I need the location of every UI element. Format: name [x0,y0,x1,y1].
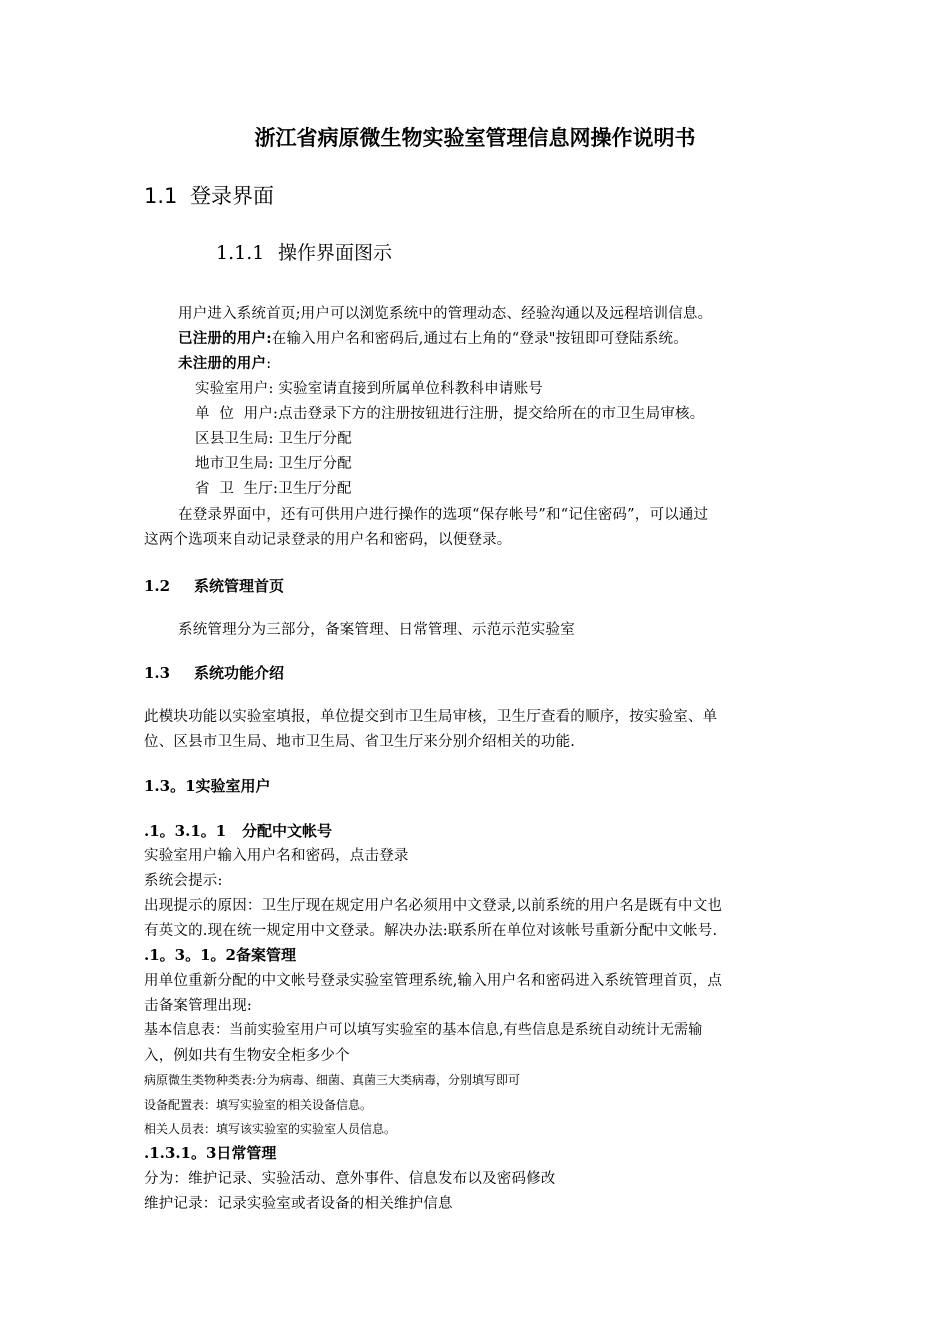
registered-text: 在输入用户名和密码后,通过右上角的“登录"按钮即可登陆系统。 [271,331,688,347]
paragraph-beian-line1: 用单位重新分配的中文帐号登录实验室管理系统,输入用户名和密码进入系统管理首页，点 [144,973,723,989]
paragraph-intro: 用户进入系统首页;用户可以浏览系统中的管理动态、经验沟通以及远程培训信息。 [178,306,713,322]
heading-text: 系统管理首页 [194,577,285,595]
paragraph-pathogen-table: 病原微生类物种类表:分为病毒、细菌、真菌三大类病毒，分别填写即可 [144,1073,521,1087]
heading-1-2 [144,575,284,596]
paragraph-staff-table: 相关人员表：填写该实验室的实验室人员信息。 [144,1122,397,1136]
unregistered-label: 未注册的用户 [178,355,267,372]
paragraph-basic-info-line1: 基本信息表：当前实验室用户可以填写实验室的基本信息,有些信息是系统自动统计无需输 [144,1022,703,1038]
paragraph-options-line1: 在登录界面中，还有可供用户进行操作的选项“保存帐号”和“记住密码”，可以通过 [178,507,709,523]
unregistered-colon: : [266,356,272,372]
paragraph-system: 系统管理分为三部分，备案管理、日常管理、示范示范实验室 [178,622,575,638]
unregistered-item: 单 位 用户:点击登录下方的注册按钮进行注册，提交给所在的市卫生局审核。 [195,406,705,422]
unregistered-item: 实验室用户: 实验室请直接到所属单位科教科申请账号 [195,381,543,397]
heading-number: .1。3.1。1 [144,822,227,840]
heading-text: 登录界面 [190,184,274,208]
unregistered-item: 省 卫 生厅:卫生厅分配 [195,481,352,497]
registered-label: 已注册的用户: [178,330,272,347]
heading-1-1 [144,180,274,210]
paragraph-equipment-table: 设备配置表：填写实验室的相关设备信息。 [144,1098,373,1112]
heading-1-1-1 [216,238,392,265]
paragraph-daily: 分为：维护记录、实验活动、意外事件、信息发布以及密码修改 [144,1171,556,1187]
paragraph-beian-line2: 击备案管理出现: [144,998,252,1014]
heading-number: 1.2 [144,577,171,595]
heading-number: 1.1.1 [216,242,265,264]
paragraph-prompt: 系统会提示: [144,873,223,889]
paragraph-basic-info-line2: 入，例如共有生物安全柜多少个 [144,1048,350,1064]
document-title: 浙江省病原微生物实验室管理信息网操作说明书 [254,126,696,150]
paragraph-maintenance: 维护记录：记录实验室或者设备的相关维护信息 [144,1196,453,1212]
heading-1-3-1: 1.3。1实验室用户 [144,777,271,795]
paragraph-reason-line1: 出现提示的原因：卫生厅现在规定用户名必须用中文登录,以前系统的用户名是既有中文也 [144,898,723,914]
paragraph-registered [178,327,688,348]
paragraph-options-line2: 这两个选项来自动记录登录的用户名和密码，以便登录。 [144,532,512,548]
heading-text: 操作界面图示 [278,242,393,264]
unregistered-item: 地市卫生局: 卫生厅分配 [195,456,352,472]
paragraph-reason-line2: 有英文的.现在统一规定用中文登录。解决办法:联系所在单位对该帐号重新分配中文帐号. [144,923,718,939]
heading-1-3-1-1 [144,820,332,841]
unregistered-item: 区县卫生局: 卫生厅分配 [195,431,352,447]
heading-1-3-1-2: .1。3。1。2备案管理 [144,946,296,964]
heading-number: 1.3 [144,664,171,682]
heading-text: 系统功能介绍 [194,664,285,682]
paragraph-function-line2: 位、区县市卫生局、地市卫生局、省卫生厅来分别介绍相关的功能. [144,734,576,750]
heading-number: 1.1 [144,184,178,208]
heading-1-3-1-3: .1.3.1。3日常管理 [144,1144,277,1162]
heading-1-3 [144,662,284,683]
paragraph-unregistered [178,352,271,373]
paragraph-login: 实验室用户输入用户名和密码，点击登录 [144,848,409,864]
paragraph-function-line1: 此模块功能以实验室填报，单位提交到市卫生局审核，卫生厅查看的顺序，按实验室、单 [144,709,718,725]
heading-text: 分配中文帐号 [242,822,333,840]
